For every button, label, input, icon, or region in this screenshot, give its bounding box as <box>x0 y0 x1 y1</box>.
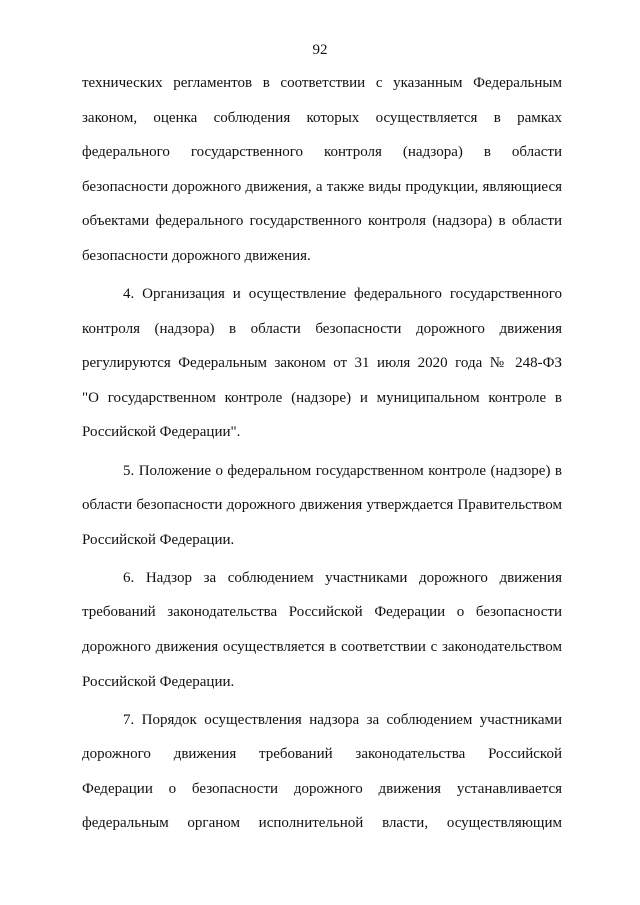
text-line: требований законодательства Российской Федерации о безопасности <box>82 604 562 621</box>
paragraph-continuation <box>82 75 562 283</box>
text-line: регулируются Федеральным законом от 31 июля 2020 года № 248-ФЗ <box>82 355 562 372</box>
text-line: Российской Федерации. <box>82 531 235 548</box>
text-line: объектами федерального государственного контроля (надзора) в области <box>82 213 562 230</box>
paragraph-item-5 <box>82 463 562 567</box>
text-line: 6. Надзор за соблюдением участниками дорожного движения <box>123 569 562 586</box>
text-line: технических регламентов в соответствии с указанным Федеральным <box>82 75 562 91</box>
text-line: 7. Порядок осуществления надзора за соблюдением участниками <box>123 711 562 728</box>
text-line: "О государственном контроле (надзоре) и муниципальном контроле в <box>82 389 562 406</box>
text-line: 5. Положение о федеральном государственном контроле (надзоре) в <box>123 462 562 479</box>
document-body <box>82 75 562 850</box>
text-line: федеральным органом исполнительной власти, осуществляющим <box>82 815 562 832</box>
text-line: области безопасности дорожного движения утверждается Правительством <box>82 497 562 514</box>
text-line: 4. Организация и осуществление федерального государственного <box>123 286 562 303</box>
paragraph-item-6 <box>82 570 562 708</box>
text-line: Российской Федерации. <box>82 673 235 690</box>
text-line: Российской Федерации". <box>82 424 241 441</box>
page-number: 92 <box>312 42 328 58</box>
text-line: федерального государственного контроля (надзора) в области <box>82 144 562 161</box>
paragraph-item-4 <box>82 286 562 459</box>
paragraph-item-7 <box>82 712 562 850</box>
text-line: дорожного движения требований законодательства Российской <box>82 746 562 763</box>
text-line: безопасности дорожного движения, а также виды продукции, являющиеся <box>82 178 562 195</box>
text-line: дорожного движения осуществляется в соответствии с законодательством <box>82 639 562 655</box>
text-line: законом, оценка соблюдения которых осуществляется в рамках <box>82 109 562 126</box>
text-line: Федерации о безопасности дорожного движения устанавливается <box>82 780 562 797</box>
text-line: контроля (надзора) в области безопасности дорожного движения <box>82 320 562 337</box>
text-line: безопасности дорожного движения. <box>82 247 311 264</box>
